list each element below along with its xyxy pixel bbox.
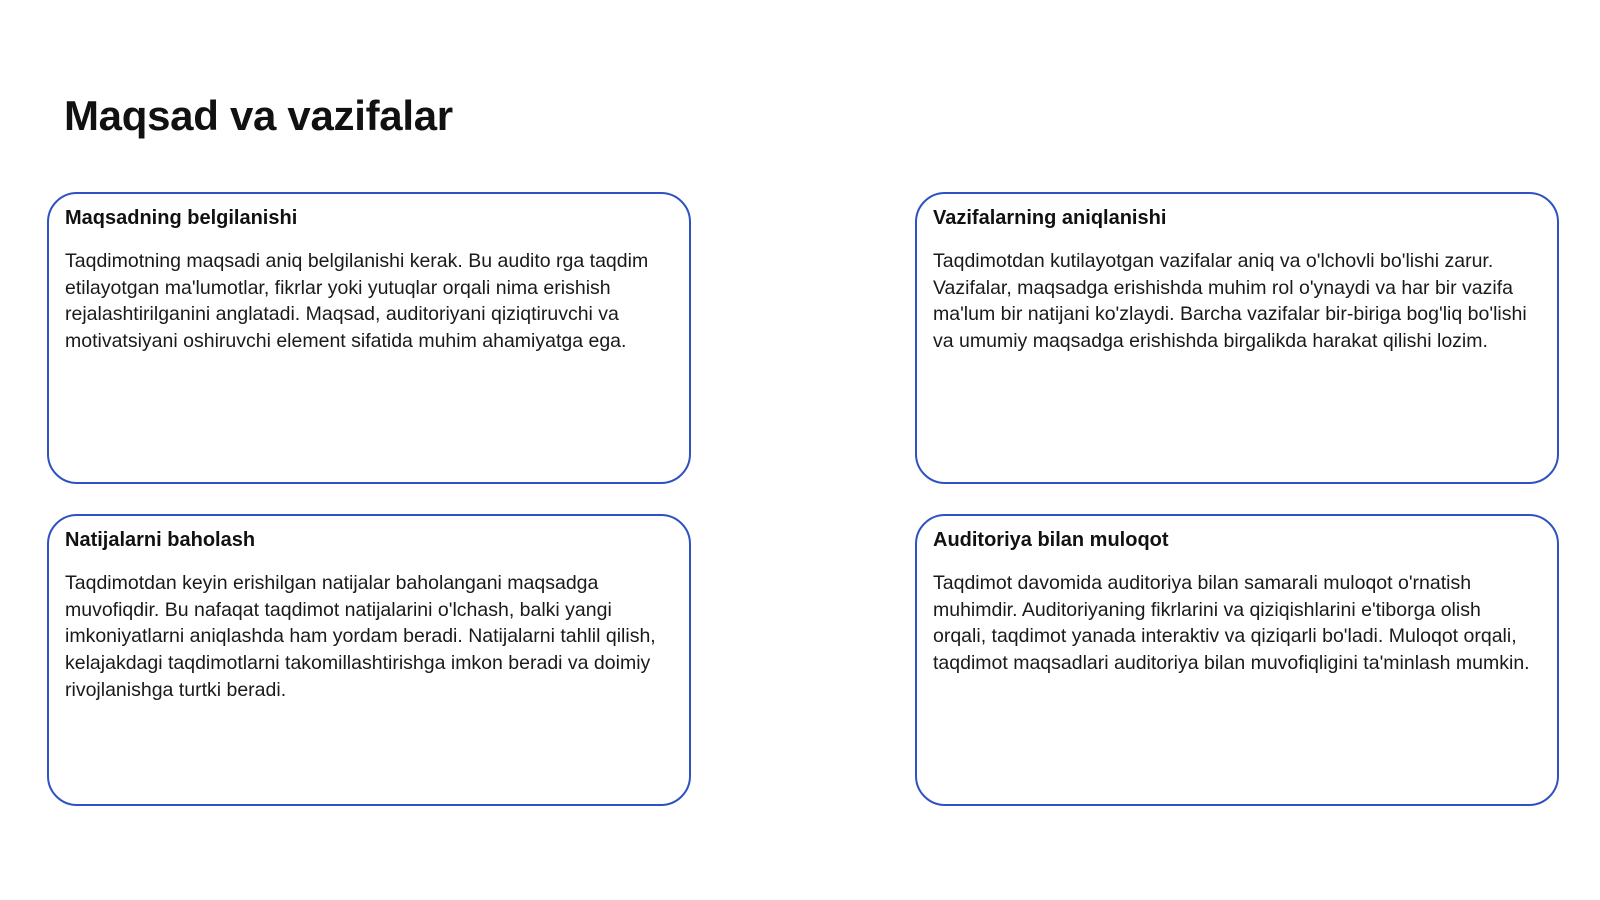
card-title: Auditoriya bilan muloqot	[933, 529, 1169, 551]
card-body: Taqdimotning maqsadi aniq belgilanishi kerak. Bu audito rga taqdim etilayotgan ma'lumotlar, fikrlar yoki yutuqlar orqali nima erishish rejalashtirilganini anglatadi. Maqsad, auditoriyani qiziqtiruvchi va motivatsiyani oshiruvchi element sifatida muhim ahamiyatga ega.	[65, 250, 649, 353]
card-title: Vazifalarning aniqlanishi	[933, 207, 1167, 229]
card-title: Maqsadning belgilanishi	[65, 207, 298, 229]
card-title: Natijalarni baholash	[65, 529, 256, 551]
card-task-identification	[915, 192, 1559, 484]
card-audience-communication	[915, 514, 1559, 806]
page-title: Maqsad va vazifalar	[64, 92, 453, 139]
card-body: Taqdimot davomida auditoriya bilan samarali muloqot o'rnatish muhimdir. Auditoriyaning fikrlarini va qiziqishlarini e'tiborga olish orqali, taqdimot yanada interaktiv va qiziqarli bo'ladi. Muloqot orqali, taqdimot maqsadlari auditoriya bilan muvofiqligini ta'minlash mumkin.	[933, 572, 1530, 675]
card-goal-definition	[47, 192, 691, 484]
card-body: Taqdimotdan kutilayotgan vazifalar aniq va o'lchovli bo'lishi zarur. Vazifalar, maqsadga erishishda muhim rol o'ynaydi va har bir vazifa ma'lum bir natijani ko'zlaydi. Barcha vazifalar bir-biriga bog'liq bo'lishi va umumiy maqsadga erishishda birgalikda harakat qilishi lozim.	[933, 250, 1527, 353]
card-body: Taqdimotdan keyin erishilgan natijalar baholangani maqsadga muvofiqdir. Bu nafaqat taqdimot natijalarini o'lchash, balki yangi imkoniyatlarni aniqlashda ham yordam beradi. Natijalarni tahlil qilish, kelajakdagi taqdimotlarni takomillashtirishga imkon beradi va doimiy rivojlanishga turtki beradi.	[65, 572, 656, 701]
card-results-evaluation	[47, 514, 691, 806]
